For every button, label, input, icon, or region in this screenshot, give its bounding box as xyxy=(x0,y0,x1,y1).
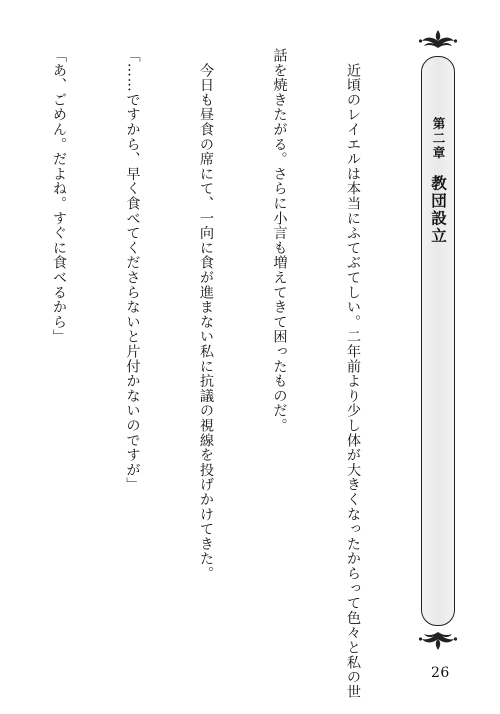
body-line: 今日も昼食の席にて、一向に食が進まない私に抗議の視線を投げかけてきた。 xyxy=(198,48,214,581)
body-line: 「あ、ごめん。だよね。すぐに食べるから」 xyxy=(51,48,67,344)
fleuron-ornament-top-icon xyxy=(418,28,458,50)
chapter-name: 教団設立 xyxy=(429,174,447,245)
body-line: 話を焼きたがる。さらに小言も増えてきて困ったものだ。 xyxy=(271,48,288,433)
chapter-heading-bar xyxy=(421,56,455,626)
chapter-label: 第二章 xyxy=(431,117,446,161)
fleuron-ornament-bottom-icon xyxy=(418,630,458,652)
body-line: 近頃のレイエルは本当にふてぶてしい。二年前より少し体が大きくなったからって色々と私の世 xyxy=(345,48,361,700)
chapter-title xyxy=(422,117,454,245)
body-text xyxy=(51,48,414,700)
body-line: 「……ですから、早く食べてくださらないと片付かないのですが」 xyxy=(124,48,141,492)
page-number: 26 xyxy=(431,665,450,681)
